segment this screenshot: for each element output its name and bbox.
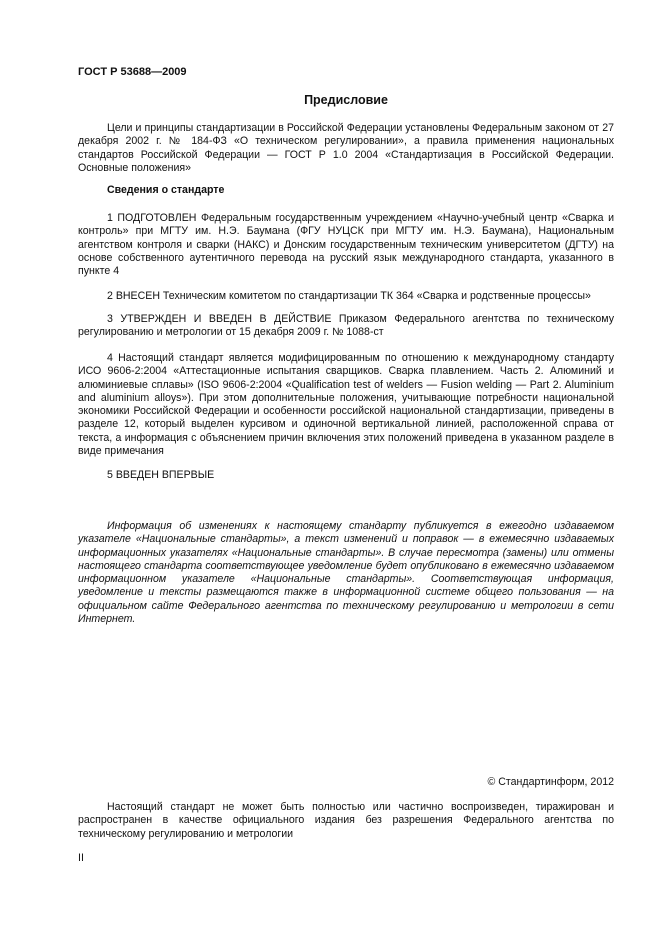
intro-paragraph: Цели и принципы стандартизации в Российской Федерации установлены Федеральным законом от 27 декабря 2002 г. № 184-ФЗ «О техническом регулировании», а правила применения национальных стандартов Российской Федерации — ГОСТ Р 1.0 2004 «Стандартизация в Российской Федерации. Основные положения» <box>78 122 614 174</box>
subheading-standard-info: Сведения о стандарте <box>107 184 225 196</box>
notice-paragraph: Информация об изменениях к настоящему стандарту публикуется в ежегодно издаваемом указателе «Национальные стандарты», а текст изменений и поправок — в ежемесячно издаваемых информационных указателях «Национальные стандарты». В случае пересмотра (замены) или отмены настоящего стандарта соответствующее уведомление будет опубликовано в ежемесячно издаваемом информационном указателе «Национальные стандарты». Соответствующая информация, уведомление и тексты размещаются также в информационной системе общего пользования — на официальном сайте Федерального агентства по техническому регулированию и метрологии в сети Интернет. <box>78 520 614 626</box>
copyright-line: © Стандартинформ, 2012 <box>487 776 614 788</box>
page-number: II <box>78 852 84 864</box>
item-5-first-introduced: 5 ВВЕДЕН ВПЕРВЫЕ <box>107 469 215 481</box>
page-title: Предисловие <box>304 93 388 107</box>
item-4-modified: 4 Настоящий стандарт является модифицированным по отношению к международному стандарту ИСО 9606-2:2004 «Аттестационные испытания сварщиков. Сварка плавлением. Часть 2. Алюминий и алюминиевые сплавы» (ISO 9606-2:2004 «Qualification test of welders — Fusion welding — Part 2. Aluminium and aluminium alloys»). При этом дополнительные положения, учитывающие потребности национальной экономики Российской Федерации и особенности российской национальной стандартизации, приведены в разделе 12, который выделен курсивом и одиночной вертикальной линией, расположенной справа от текста, а информация с объяснением причин включения этих положений приведена в указанном разделе в виде примечания <box>78 352 614 458</box>
item-1-prepared: 1 ПОДГОТОВЛЕН Федеральным государственным учреждением «Научно-учебный центр «Сварка и контроль» при МГТУ им. Н.Э. Баумана (ФГУ НУЦСК при МГТУ им. Н.Э. Баумана), Национальным агентством контроля и сварки (НАКС) и Донским государственным техническим университетом (ДГТУ) на основе собственного аутентичного перевода на русский язык международного стандарта, указанного в пункте 4 <box>78 212 614 278</box>
item-3-approved: 3 УТВЕРЖДЕН И ВВЕДЕН В ДЕЙСТВИЕ Приказом Федерального агентства по техническому регулированию и метрологии от 15 декабря 2009 г. № 1088-ст <box>78 313 614 339</box>
standard-code-header: ГОСТ Р 53688—2009 <box>78 66 187 78</box>
reproduction-notice: Настоящий стандарт не может быть полностью или частично воспроизведен, тиражирован и распространен в качестве официального издания без разрешения Федерального агентства по техническому регулированию и метрологии <box>78 801 614 840</box>
item-2-submitted: 2 ВНЕСЕН Техническим комитетом по стандартизации ТК 364 «Сварка и родственные процессы» <box>107 290 591 302</box>
